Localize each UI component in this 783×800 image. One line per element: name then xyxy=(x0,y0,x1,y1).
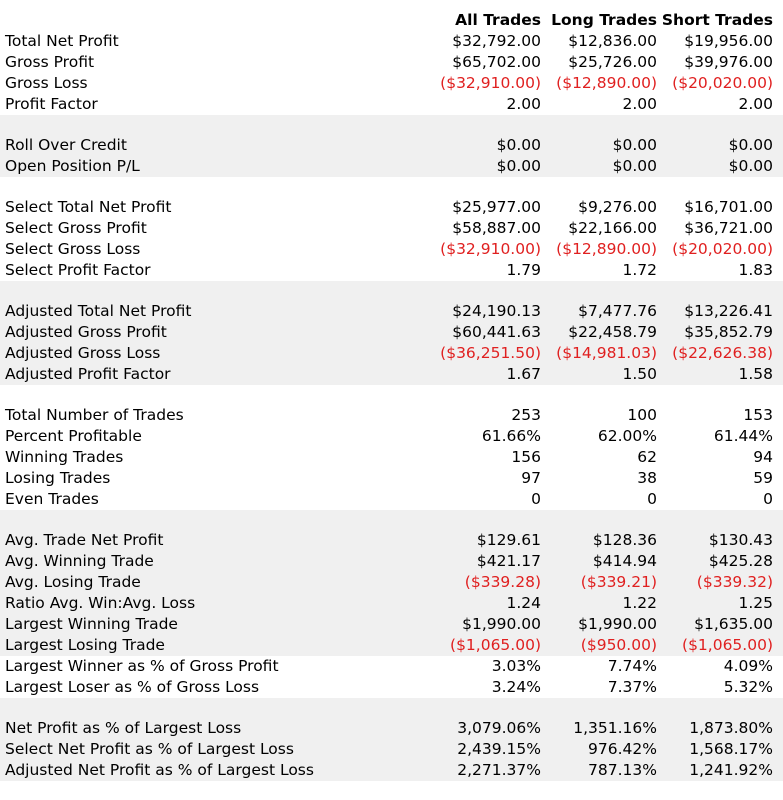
metric-label: Losing Trades xyxy=(5,469,111,487)
value-short-trades: 153 xyxy=(743,406,773,424)
metric-label: Adjusted Profit Factor xyxy=(5,365,171,383)
column-header-long-trades: Long Trades xyxy=(551,11,657,29)
metric-label: Select Total Net Profit xyxy=(5,198,172,216)
metric-label: Largest Winning Trade xyxy=(5,615,178,633)
value-short-trades: ($1,065.00) xyxy=(682,636,773,654)
value-long-trades: $0.00 xyxy=(612,157,657,175)
metric-label: Adjusted Total Net Profit xyxy=(5,302,192,320)
value-all-trades: ($1,065.00) xyxy=(450,636,541,654)
value-short-trades: 1.58 xyxy=(738,365,773,383)
metric-label: Winning Trades xyxy=(5,448,124,466)
value-short-trades: ($339.32) xyxy=(696,573,773,591)
value-all-trades: ($32,910.00) xyxy=(440,74,541,92)
value-long-trades: ($12,890.00) xyxy=(556,240,657,258)
section-gap xyxy=(0,177,783,197)
metric-row xyxy=(0,260,783,281)
metric-row xyxy=(0,343,783,364)
value-all-trades: ($36,251.50) xyxy=(440,344,541,362)
value-all-trades: $60,441.63 xyxy=(452,323,541,341)
value-short-trades: 1,241.92% xyxy=(689,761,773,779)
section-gap xyxy=(0,115,783,135)
value-long-trades: 1,351.16% xyxy=(573,719,657,737)
value-long-trades: 1.50 xyxy=(622,365,657,383)
value-long-trades: 7.74% xyxy=(607,657,657,675)
section-gap xyxy=(0,510,783,530)
metric-label: Profit Factor xyxy=(5,95,98,113)
value-long-trades: $9,276.00 xyxy=(578,198,657,216)
value-short-trades: 4.09% xyxy=(723,657,773,675)
metric-row xyxy=(0,551,783,572)
value-short-trades: 1,873.80% xyxy=(689,719,773,737)
value-short-trades: 1.25 xyxy=(738,594,773,612)
value-short-trades: 94 xyxy=(753,448,773,466)
value-all-trades: ($339.28) xyxy=(464,573,541,591)
value-all-trades: 1.79 xyxy=(506,261,541,279)
value-long-trades: 1.72 xyxy=(622,261,657,279)
value-long-trades: 62.00% xyxy=(597,427,657,445)
metric-row xyxy=(0,73,783,94)
metric-label: Avg. Winning Trade xyxy=(5,552,154,570)
metric-label: Gross Loss xyxy=(5,74,88,92)
value-all-trades: 3.03% xyxy=(491,657,541,675)
metric-row xyxy=(0,156,783,177)
metric-row xyxy=(0,364,783,385)
metric-label: Largest Winner as % of Gross Profit xyxy=(5,657,279,675)
value-long-trades: 1.22 xyxy=(622,594,657,612)
metric-row xyxy=(0,656,783,677)
value-short-trades: $16,701.00 xyxy=(684,198,773,216)
value-long-trades: $1,990.00 xyxy=(578,615,657,633)
value-long-trades: 100 xyxy=(627,406,657,424)
value-all-trades: $24,190.13 xyxy=(452,302,541,320)
value-long-trades: $12,836.00 xyxy=(568,32,657,50)
value-short-trades: $19,956.00 xyxy=(684,32,773,50)
value-short-trades: 2.00 xyxy=(738,95,773,113)
metric-row xyxy=(0,135,783,156)
value-long-trades: 62 xyxy=(637,448,657,466)
metric-row xyxy=(0,239,783,260)
metric-row xyxy=(0,31,783,52)
metric-row xyxy=(0,718,783,739)
performance-report xyxy=(0,10,783,781)
value-short-trades: ($20,020.00) xyxy=(672,74,773,92)
metric-row xyxy=(0,614,783,635)
value-long-trades: $0.00 xyxy=(612,136,657,154)
value-long-trades: 787.13% xyxy=(588,761,657,779)
value-short-trades: 5.32% xyxy=(723,678,773,696)
metric-label: Ratio Avg. Win:Avg. Loss xyxy=(5,594,196,612)
value-short-trades: $1,635.00 xyxy=(694,615,773,633)
metric-label: Gross Profit xyxy=(5,53,95,71)
metric-row xyxy=(0,760,783,781)
metric-label: Adjusted Gross Profit xyxy=(5,323,167,341)
value-short-trades: ($20,020.00) xyxy=(672,240,773,258)
value-short-trades: 1.83 xyxy=(738,261,773,279)
value-all-trades: 1.67 xyxy=(506,365,541,383)
value-short-trades: $0.00 xyxy=(728,157,773,175)
metric-label: Avg. Losing Trade xyxy=(5,573,141,591)
value-long-trades: $25,726.00 xyxy=(568,53,657,71)
value-short-trades: ($22,626.38) xyxy=(672,344,773,362)
metric-row xyxy=(0,426,783,447)
metric-row xyxy=(0,94,783,115)
metric-label: Adjusted Net Profit as % of Largest Loss xyxy=(5,761,314,779)
value-long-trades: $128.36 xyxy=(592,531,657,549)
metric-row xyxy=(0,635,783,656)
value-long-trades: 7.37% xyxy=(607,678,657,696)
value-long-trades: $22,458.79 xyxy=(568,323,657,341)
value-all-trades: 0 xyxy=(531,490,541,508)
metric-label: Total Number of Trades xyxy=(5,406,184,424)
metric-label: Net Profit as % of Largest Loss xyxy=(5,719,242,737)
value-short-trades: 59 xyxy=(753,469,773,487)
metric-row xyxy=(0,530,783,551)
metric-label: Select Net Profit as % of Largest Loss xyxy=(5,740,294,758)
value-all-trades: ($32,910.00) xyxy=(440,240,541,258)
metric-row xyxy=(0,197,783,218)
value-short-trades: 1,568.17% xyxy=(689,740,773,758)
metric-row xyxy=(0,593,783,614)
value-all-trades: 253 xyxy=(511,406,541,424)
metric-row xyxy=(0,572,783,593)
value-long-trades: 38 xyxy=(637,469,657,487)
value-long-trades: 0 xyxy=(647,490,657,508)
column-header-all-trades: All Trades xyxy=(455,11,541,29)
metric-label: Roll Over Credit xyxy=(5,136,127,154)
value-all-trades: $58,887.00 xyxy=(452,219,541,237)
column-header-row xyxy=(0,10,783,31)
metric-label: Select Gross Loss xyxy=(5,240,141,258)
value-long-trades: ($950.00) xyxy=(580,636,657,654)
metric-row xyxy=(0,322,783,343)
section-gap xyxy=(0,698,783,718)
value-all-trades: 97 xyxy=(521,469,541,487)
value-long-trades: $414.94 xyxy=(592,552,657,570)
metric-row xyxy=(0,447,783,468)
value-all-trades: $65,702.00 xyxy=(452,53,541,71)
metric-label: Open Position P/L xyxy=(5,157,140,175)
value-short-trades: $130.43 xyxy=(708,531,773,549)
metric-row xyxy=(0,405,783,426)
value-long-trades: ($14,981.03) xyxy=(556,344,657,362)
value-all-trades: 3,079.06% xyxy=(457,719,541,737)
metric-label: Adjusted Gross Loss xyxy=(5,344,161,362)
section-gap xyxy=(0,385,783,405)
value-all-trades: $0.00 xyxy=(496,136,541,154)
value-all-trades: $1,990.00 xyxy=(462,615,541,633)
metric-label: Largest Losing Trade xyxy=(5,636,165,654)
metric-row xyxy=(0,301,783,322)
metric-label: Even Trades xyxy=(5,490,99,508)
value-all-trades: 2,439.15% xyxy=(457,740,541,758)
metric-label: Avg. Trade Net Profit xyxy=(5,531,164,549)
metric-row xyxy=(0,52,783,73)
metric-label: Select Profit Factor xyxy=(5,261,151,279)
value-all-trades: 3.24% xyxy=(491,678,541,696)
value-short-trades: $35,852.79 xyxy=(684,323,773,341)
value-all-trades: 156 xyxy=(511,448,541,466)
value-long-trades: ($339.21) xyxy=(580,573,657,591)
value-long-trades: 976.42% xyxy=(588,740,657,758)
value-all-trades: 61.66% xyxy=(481,427,541,445)
value-short-trades: $425.28 xyxy=(708,552,773,570)
value-short-trades: 0 xyxy=(763,490,773,508)
value-long-trades: ($12,890.00) xyxy=(556,74,657,92)
value-all-trades: $129.61 xyxy=(476,531,541,549)
metric-row xyxy=(0,468,783,489)
section-gap xyxy=(0,281,783,301)
value-short-trades: $39,976.00 xyxy=(684,53,773,71)
value-short-trades: $13,226.41 xyxy=(684,302,773,320)
metric-label: Total Net Profit xyxy=(5,32,119,50)
value-short-trades: 61.44% xyxy=(713,427,773,445)
value-short-trades: $0.00 xyxy=(728,136,773,154)
value-long-trades: 2.00 xyxy=(622,95,657,113)
metric-label: Percent Profitable xyxy=(5,427,142,445)
metric-label: Largest Loser as % of Gross Loss xyxy=(5,678,260,696)
value-all-trades: $421.17 xyxy=(476,552,541,570)
value-all-trades: $25,977.00 xyxy=(452,198,541,216)
metric-row xyxy=(0,677,783,698)
value-all-trades: 1.24 xyxy=(506,594,541,612)
column-header-short-trades: Short Trades xyxy=(661,11,773,29)
metric-row xyxy=(0,739,783,760)
metric-label: Select Gross Profit xyxy=(5,219,147,237)
metric-row xyxy=(0,489,783,510)
value-short-trades: $36,721.00 xyxy=(684,219,773,237)
value-all-trades: $0.00 xyxy=(496,157,541,175)
value-all-trades: $32,792.00 xyxy=(452,32,541,50)
value-all-trades: 2.00 xyxy=(506,95,541,113)
value-long-trades: $22,166.00 xyxy=(568,219,657,237)
report-body xyxy=(0,31,783,781)
value-all-trades: 2,271.37% xyxy=(457,761,541,779)
value-long-trades: $7,477.76 xyxy=(578,302,657,320)
metric-row xyxy=(0,218,783,239)
